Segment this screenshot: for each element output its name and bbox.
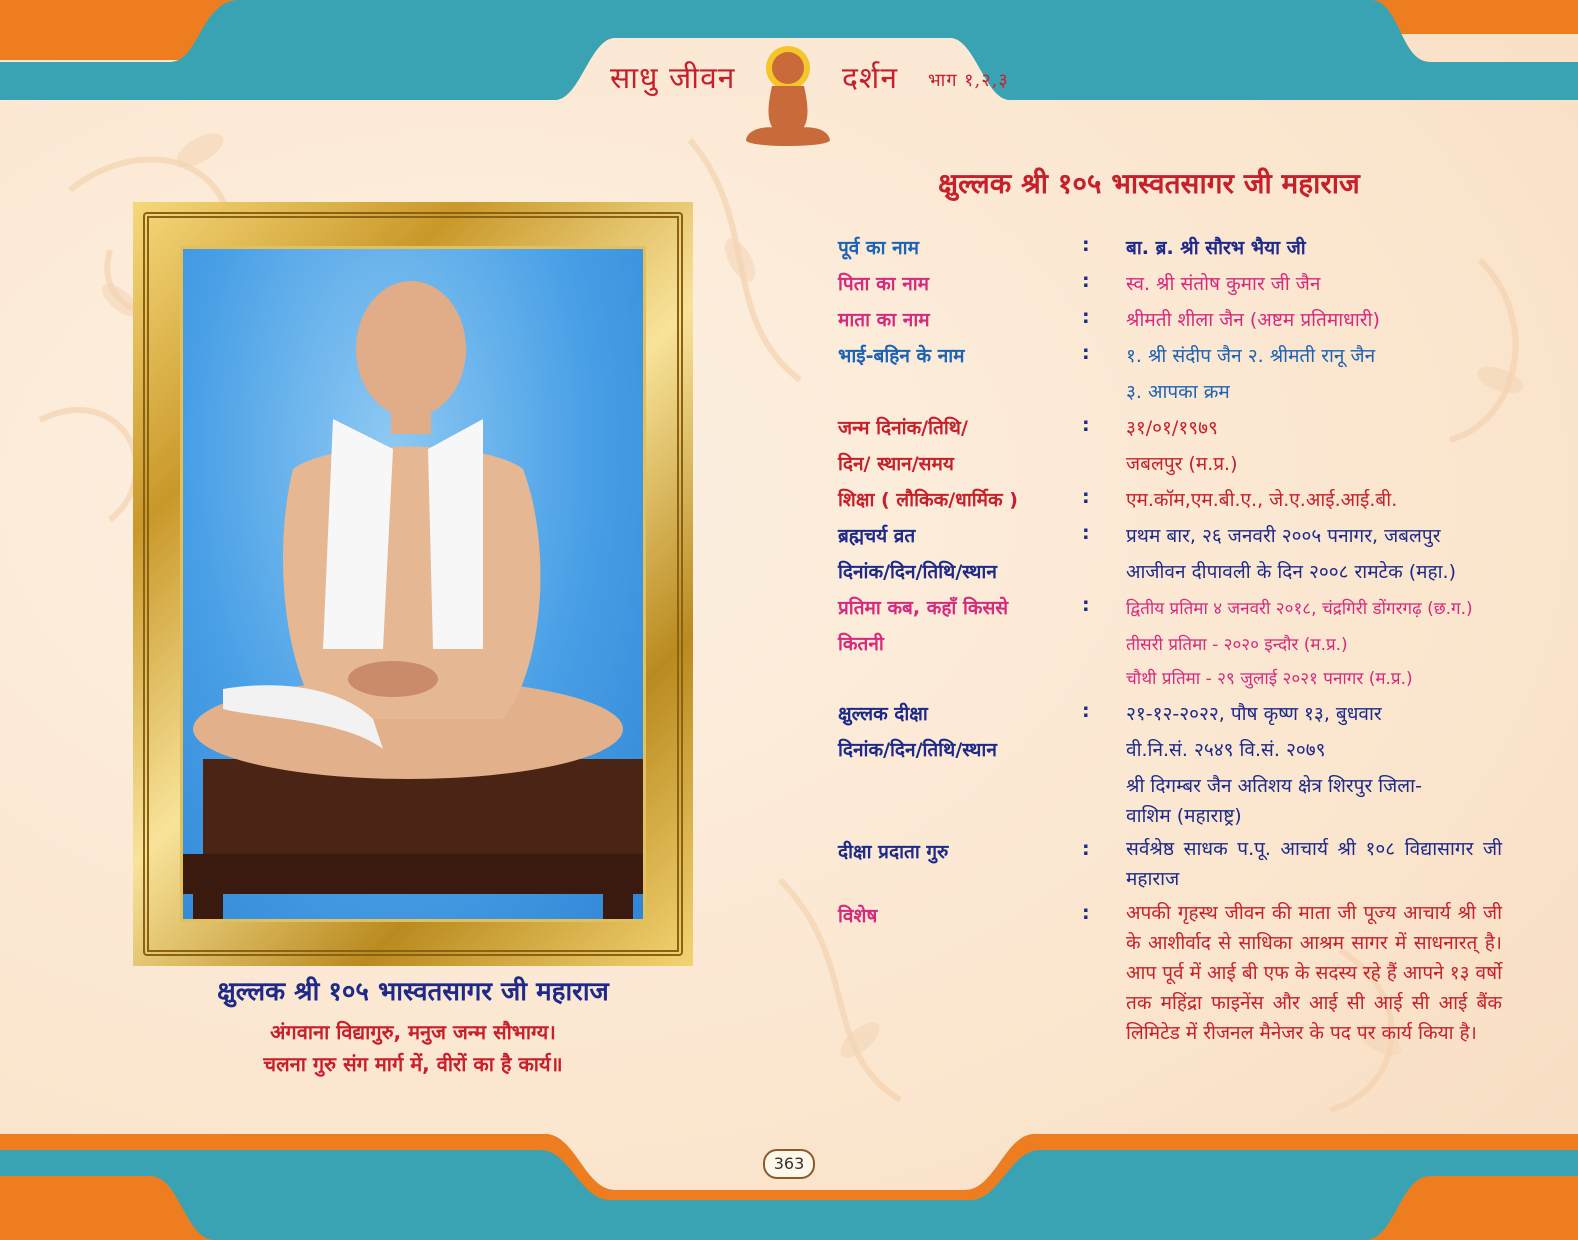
colon: : [1082, 902, 1090, 924]
value-diksha-line-2: वी.नि.सं. २५४९ वि.सं. २०७९ [1126, 739, 1326, 761]
colon: : [1082, 700, 1090, 722]
value-pratima-line-2: तीसरी प्रतिमा - २०२० इन्दौर (म.प्र.) [1126, 635, 1348, 655]
label-mother-name: माता का नाम [838, 309, 930, 331]
label-brahmacharya-line-1: ब्रह्मचर्य व्रत [838, 525, 916, 547]
page-number: 363 [763, 1149, 815, 1179]
photo-caption-name: क्षुल्लक श्री १०५ भास्वतसागर जी महाराज [217, 977, 609, 1007]
value-diksha-guru: सर्वश्रेष्ठ साधक प.पू. आचार्य श्री १०८ विद्यासागर जी महाराज [1126, 838, 1502, 890]
portrait-photo [180, 246, 646, 922]
colon: : [1082, 594, 1090, 616]
label-father-name: पिता का नाम [838, 273, 930, 295]
colon: : [1082, 270, 1090, 292]
value-education: एम.कॉम,एम.बी.ए., जे.ए.आई.आई.बी. [1126, 489, 1398, 511]
colon: : [1082, 342, 1090, 364]
value-previous-name: बा. ब्र. श्री सौरभ भैया जी [1126, 237, 1306, 259]
colon: : [1082, 234, 1090, 256]
label-pratima-line-1: प्रतिमा कब, कहाँ किससे [838, 597, 1009, 619]
value-mother-name: श्रीमती शीला जैन (अष्टम प्रतिमाधारी) [1126, 309, 1380, 331]
colon: : [1082, 522, 1090, 544]
label-birth-line-1: जन्म दिनांक/तिथि/ [838, 417, 968, 439]
label-pratima-line-2: कितनी [838, 633, 884, 655]
value-brahmacharya-line-1: प्रथम बार, २६ जनवरी २००५ पनागर, जबलपुर [1126, 525, 1441, 547]
value-pratima-line-3: चौथी प्रतिमा - २९ जुलाई २०२१ पनागर (म.प्र.) [1126, 669, 1413, 689]
series-title-part1: साधु जीवन [610, 61, 736, 96]
label-special: विशेष [838, 905, 878, 927]
value-brahmacharya-line-2: आजीवन दीपावली के दिन २००८ रामटेक (महा.) [1126, 561, 1456, 583]
colon: : [1082, 414, 1090, 436]
label-siblings: भाई-बहिन के नाम [838, 345, 965, 367]
label-diksha-guru: दीक्षा प्रदाता गुरु [838, 841, 949, 863]
colon: : [1082, 838, 1090, 860]
value-special: अपकी गृहस्थ जीवन की माता जी पूज्य आचार्य श्री जी के आशीर्वाद से साधिका आश्रम सागर में साधनारत् है। आप पूर्व में आई बी एफ के सदस्य रहे हैं आपने १३ वर्षो तक महिंद्रा फाइनेंस और आई सी आई सी आई बैंक लिमिटेड में रीजनल मैनेजर के पद पर कार्य किया है। [1126, 902, 1502, 1044]
value-pratima-line-1: द्वितीय प्रतिमा ४ जनवरी २०१८, चंद्रगिरी डोंगरगढ़ (छ.ग.) [1126, 599, 1473, 619]
series-volume: भाग १,२,३ [928, 70, 1009, 91]
series-title-part2: दर्शन [842, 61, 898, 96]
seated-monk-illustration [183, 249, 643, 919]
label-diksha-line-2: दिनांक/दिन/तिथि/स्थान [838, 739, 997, 761]
value-siblings-line-1: १. श्री संदीप जैन २. श्रीमती रानू जैन [1126, 345, 1376, 367]
page-title: क्षुल्लक श्री १०५ भास्वतसागर जी महाराज [938, 167, 1360, 200]
value-birth-place: जबलपुर (म.प्र.) [1126, 453, 1238, 475]
value-birth-date: ३१/०१/१९७९ [1126, 417, 1218, 439]
label-brahmacharya-line-2: दिनांक/दिन/तिथि/स्थान [838, 561, 997, 583]
value-father-name: स्व. श्री संतोष कुमार जी जैन [1126, 273, 1321, 295]
meditating-figure-icon [738, 44, 838, 152]
caption-verse-line-1: अंगवाना विद्यागुरु, मनुज जन्म सौभाग्य। [270, 1020, 556, 1044]
value-diksha-line-1: २१-१२-२०२२, पौष कृष्ण १३, बुधवार [1126, 703, 1382, 725]
caption-verse-line-2: चलना गुरु संग मार्ग में, वीरों का है कार्य॥ [263, 1052, 563, 1076]
label-birth-line-2: दिन/ स्थान/समय [838, 453, 954, 475]
colon: : [1082, 306, 1090, 328]
label-previous-name: पूर्व का नाम [838, 237, 919, 259]
label-education: शिक्षा ( लौकिक/धार्मिक ) [838, 489, 1018, 511]
value-diksha-line-3: श्री दिगम्बर जैन अतिशय क्षेत्र शिरपुर जिला- [1126, 775, 1422, 797]
value-diksha-line-4: वाशिम (महाराष्ट्र) [1126, 805, 1242, 827]
label-diksha-line-1: क्षुल्लक दीक्षा [838, 703, 928, 725]
colon: : [1082, 486, 1090, 508]
value-siblings-line-2: ३. आपका क्रम [1126, 381, 1230, 403]
